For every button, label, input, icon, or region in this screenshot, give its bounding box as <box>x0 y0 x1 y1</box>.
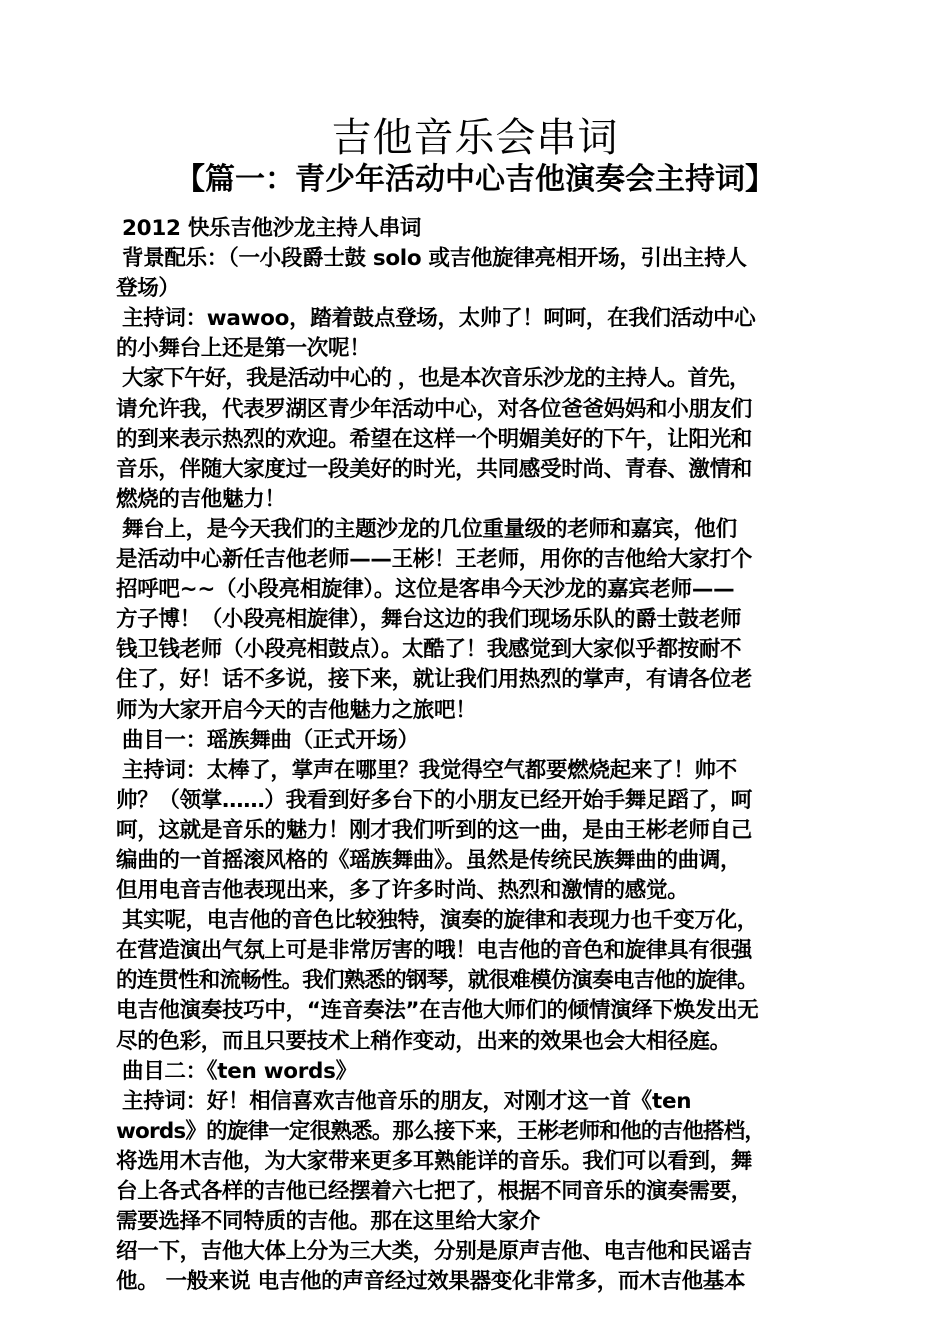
body-line: 呵，这就是音乐的魅力！刚才我们听到的这一曲，是由王彬老师自己 <box>116 817 753 843</box>
body-line: 尽的色彩，而且只要技术上稍作变动，出来的效果也会大相径庭。 <box>116 1028 731 1054</box>
body-line: 的到来表示热烈的欢迎。希望在这样一个明媚美好的下午，让阳光和 <box>116 426 753 452</box>
body-line: 师为大家开启今天的吉他魅力之旅吧！ <box>116 697 477 723</box>
body-line: 的小舞台上还是第一次呢！ <box>116 336 371 362</box>
body-line: 舞台上，是今天我们的主题沙龙的几位重量级的老师和嘉宾，他们 <box>122 516 737 542</box>
body-line: 在营造演出气氛上可是非常厉害的哦！电吉他的音色和旋律具有很强 <box>116 938 753 964</box>
body-line: 他。 一般来说 电吉他的声音经过效果器变化非常多，而木吉他基本 <box>116 1269 746 1295</box>
body-line: 曲目一：瑶族舞曲（正式开场） <box>122 727 419 753</box>
body-line: 台上各式各样的吉他已经摆着六七把了，根据不同音乐的演奏需要， <box>116 1179 753 1204</box>
body-line: 是活动中心新任吉他老师——王彬！王老师，用你的吉他给大家打个 <box>116 547 753 573</box>
body-line: 钱卫钱老师（小段亮相鼓点）。太酷了！我感觉到大家似乎都按耐不 <box>116 637 742 663</box>
body-line: 电吉他演奏技巧中，“连音奏法”在吉他大师们的倾情演绎下焕发出无 <box>116 998 759 1024</box>
body-line: words》的旋律一定很熟悉。那么接下来，王彬老师和他的吉他搭档， <box>116 1118 766 1144</box>
body-line: 音乐，伴随大家度过一段美好的时光，共同感受时尚、青春、激情和 <box>116 456 753 482</box>
body-line: 将选用木吉他，为大家带来更多耳熟能详的音乐。我们可以看到，舞 <box>116 1148 753 1174</box>
body-line: 请允许我，代表罗湖区青少年活动中心，对各位爸爸妈妈和小朋友们 <box>116 396 753 422</box>
body-line: 曲目二：《ten words》 <box>122 1058 357 1084</box>
body-line: 主持词：wawoo，踏着鼓点登场，太帅了！呵呵，在我们活动中心 <box>122 306 756 332</box>
document-title: 吉他音乐会串词 <box>331 115 619 161</box>
body-line: 但用电音吉他表现出来，多了许多时尚、热烈和激情的感觉。 <box>116 878 689 904</box>
body-line: 主持词：太棒了，掌声在哪里？我觉得空气都要燃烧起来了！帅不 <box>122 757 737 783</box>
document-subtitle: 【篇一：青少年活动中心吉他演奏会主持词】 <box>175 162 775 197</box>
body-line: 帅？（领掌……）我看到好多台下的小朋友已经开始手舞足蹈了，呵 <box>116 787 753 813</box>
body-line: 燃烧的吉他魅力！ <box>116 486 286 512</box>
body-line: 背景配乐：（一小段爵士鼓 solo 或吉他旋律亮相开场，引出主持人 <box>122 246 747 272</box>
body-line: 编曲的一首摇滚风格的《瑶族舞曲》。虽然是传统民族舞曲的曲调， <box>116 847 742 873</box>
body-line: 主持词：好！相信喜欢吉他音乐的朋友，对刚才这一首《ten <box>122 1088 692 1114</box>
body-line: 的连贯性和流畅性。我们熟悉的钢琴，就很难模仿演奏电吉他的旋律。 <box>116 968 758 994</box>
body-line: 其实呢，电吉他的音色比较独特，演奏的旋律和表现力也千变万化， <box>122 908 759 934</box>
body-line: 大家下午好，我是活动中心的 ，也是本次音乐沙龙的主持人。首先， <box>122 366 750 392</box>
body-line: 招呼吧~~（小段亮相旋律）。这位是客串今天沙龙的嘉宾老师—— <box>116 577 735 603</box>
body-line: 方子博！（小段亮相旋律），舞台这边的我们现场乐队的爵士鼓老师 <box>116 607 742 633</box>
body-line: 住了，好！话不多说，接下来，就让我们用热烈的掌声，有请各位老 <box>116 667 753 693</box>
body-line: 需要选择不同特质的吉他。那在这里给大家介 <box>116 1209 541 1235</box>
document-body <box>116 214 840 1297</box>
body-line: 登场） <box>116 276 180 302</box>
body-line: 绍一下，吉他大体上分为三大类，分别是原声吉他、电吉他和民谣吉 <box>116 1239 753 1265</box>
body-line: 2012 快乐吉他沙龙主持人串词 <box>122 216 422 241</box>
